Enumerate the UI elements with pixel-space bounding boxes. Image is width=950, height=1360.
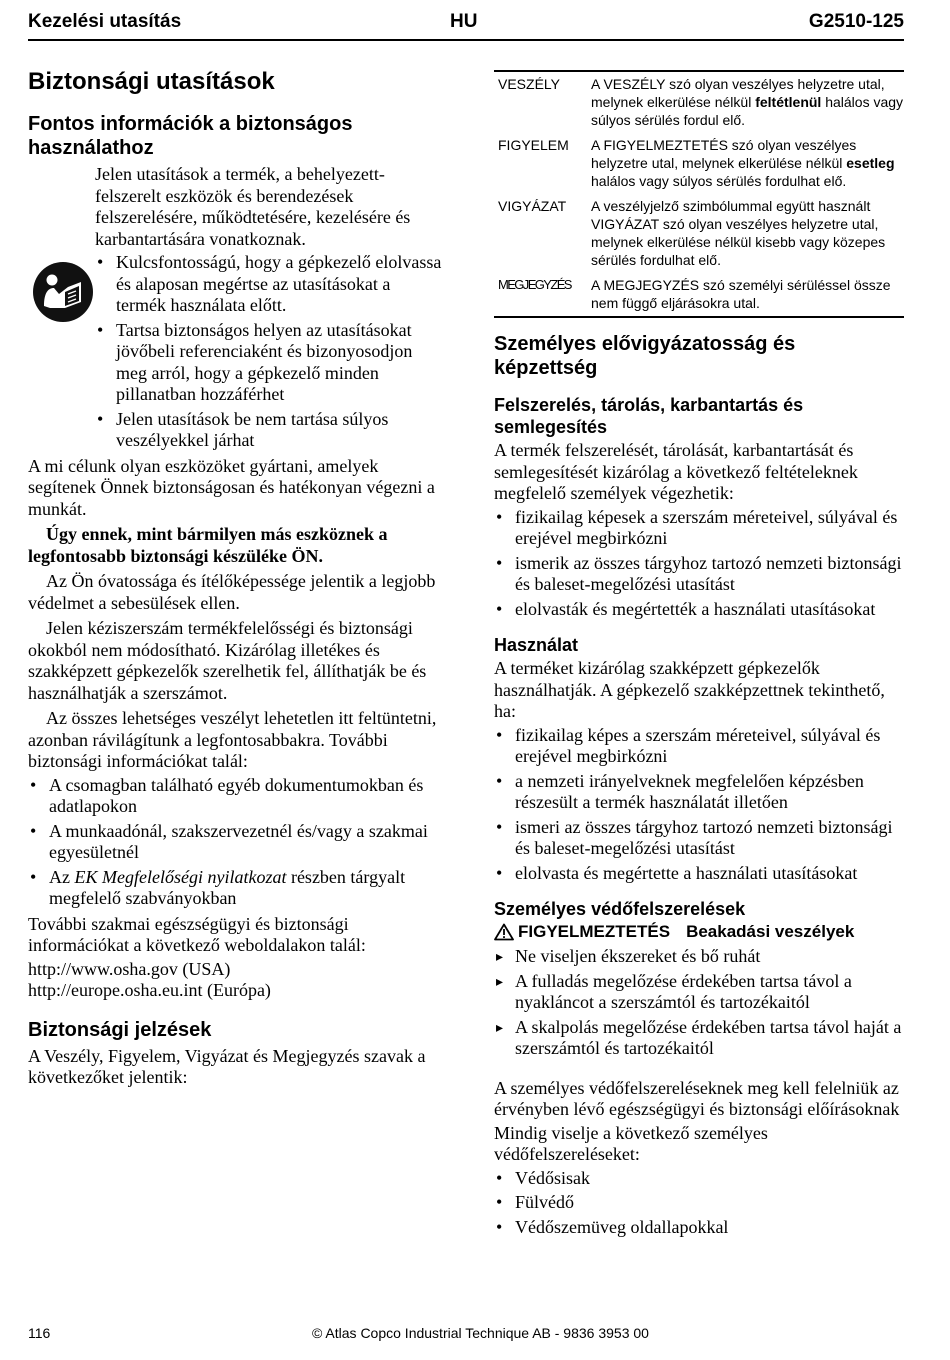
ppe-paragraph-1: A személyes védőfelszereléseknek meg kell felelniük az érvényben lévő egészségügyi és biztonsági előírásoknak — [494, 1077, 900, 1119]
list-item: • A munkaadónál, szakszervezetnél és/vagy a szakmai egyesületnél — [28, 821, 442, 864]
safety-signals-paragraph: A Veszély, Figyelem, Vigyázat és Megjegyzés szavak a következőket jelentik: — [28, 1045, 426, 1087]
list-item: • Fülvédő — [494, 1192, 904, 1214]
list-item: • Jelen utasítások be nem tartása súlyos veszélyekkel járhat — [95, 409, 442, 452]
installation-heading: Felszerelés, tárolás, karbantartás és semlegesítés — [494, 395, 804, 437]
list-item: • fizikailag képesek a szerszám méreteivel, súlyával és erejével megbirkózni — [494, 507, 904, 550]
signal-description: A veszélyjelző szimbólummal együtt használt VIGYÁZAT szó olyan veszélyes helyzetre utal, melynek elkerülése nélkül kisebb vagy közepes sérülés fordulhat elő. — [591, 198, 886, 268]
warning-title: Beakadási veszélyek — [686, 922, 855, 941]
more-info-list — [28, 775, 442, 910]
warning-list — [494, 946, 904, 1060]
signal-description: A MEGJEGYZÉS szó személyi sérüléssel össze nem függő eljárásokra utal. — [591, 277, 891, 311]
intro-paragraph: Jelen utasítások a termék, a behelyezett-felszerelt eszközök és berendezések felszerelésére, működtetésére, kezelésére és karbantartására vonatkoznak. — [95, 164, 411, 249]
table-row — [494, 194, 904, 273]
list-item: • a nemzeti irányelveknek megfelelően képzésben részesült a termék használatát illetően — [494, 771, 904, 814]
warning-label: FIGYELMEZTETÉS — [518, 922, 671, 941]
signal-words-table — [494, 70, 904, 318]
ppe-list — [494, 1168, 904, 1239]
usage-list — [494, 725, 904, 885]
ppe-paragraph-2: Mindig viselje a következő személyes védőfelszereléseket: — [494, 1122, 768, 1164]
list-item: • Kulcsfontosságú, hogy a gépkezelő elolvassa és alaposan megértse az utasításokat a termék használata előtt. — [95, 252, 442, 317]
ppe-heading: Személyes védőfelszerelések — [494, 899, 746, 919]
list-item: ▸ A fulladás megelőzése érdekében tartsa távol a nyakláncot a szerszámtól és tartozékaitól — [494, 971, 904, 1014]
installation-list — [494, 507, 904, 621]
page-header — [28, 11, 904, 41]
header-language: HU — [450, 11, 478, 32]
ek-prefix: Az — [49, 866, 75, 887]
list-item: • Védőszemüveg oldallapokkal — [494, 1217, 904, 1239]
list-item: • elolvasták és megértették a használati utasításokat — [494, 599, 904, 621]
left-column — [28, 62, 442, 1091]
header-model: G2510-125 — [808, 11, 904, 32]
list-item: • Védősisak — [494, 1168, 904, 1190]
list-item: • ismerik az összes tárgyhoz tartozó nemzeti biztonsági és baleset-megelőzési utasítást — [494, 553, 904, 596]
list-item: • Tartsa biztonságos helyen az utasításokat jövőbeli referenciaként és bizonyosodjon meg arról, hogy a gépkezelő minden pillanatban hozzáférhet — [95, 320, 442, 406]
warning-line — [494, 922, 904, 942]
important-info-heading: Fontos információk a biztonságos használathoz — [28, 113, 353, 159]
usage-heading: Használat — [494, 635, 579, 655]
header-manual-title: Kezelési utasítás — [28, 11, 182, 32]
more-info-paragraph: Az összes lehetséges veszélyt lehetetlen itt feltüntetni, azonban rávilágítunk a legfontosabbakra. További biztonsági információkat talál: — [28, 708, 437, 771]
signal-description: A FIGYELMEZTETÉS szó olyan veszélyes helyzetre utal, melynek elkerülése nélkül esetleg halálos vagy súlyos sérülés fordulhat elő. — [591, 137, 895, 189]
signal-term: MEGJEGYZÉS — [498, 277, 571, 292]
list-item — [28, 867, 442, 910]
ek-declaration-ref: EK Megfelelőségi nyilatkozat — [74, 866, 287, 887]
list-item: • A csomagban található egyéb dokumentumokban és adatlapokon — [28, 775, 442, 818]
list-item: • elolvasta és megértette a használati utasításokat — [494, 863, 904, 885]
table-row — [494, 71, 904, 133]
read-manual-icon — [32, 261, 94, 323]
intro-block — [28, 164, 442, 452]
personal-precautions-heading: Személyes elővigyázatosság és képzettség — [494, 333, 796, 379]
table-row — [494, 133, 904, 194]
copyright-text: © Atlas Copco Industrial Technique AB - 9836 3953 00 — [312, 1325, 649, 1341]
intro-list — [95, 252, 442, 452]
right-column — [494, 62, 904, 1242]
page-number: 116 — [28, 1325, 51, 1341]
caution-paragraph: Az Ön óvatossága és ítélőképessége jelentik a legjobb védelmet a sebesülések ellen. — [28, 571, 436, 613]
signal-term: VIGYÁZAT — [498, 198, 567, 214]
table-row — [494, 273, 904, 317]
list-item: ▸ A skalpolás megelőzése érdekében tartsa távol haját a szerszámtól és tartozékaitól — [494, 1017, 904, 1060]
web-info-paragraph: További szakmai egészségügyi és biztonsági információkat a következő weboldalakon talál: — [28, 913, 366, 955]
osha-usa-link[interactable]: http://www.osha.gov (USA) — [28, 958, 231, 979]
goal-paragraph: A mi célunk olyan eszközöket gyártani, amelyek segítenek Önnek biztonságosan és hatékonyan végezni a munkát. — [28, 455, 435, 519]
signal-term: VESZÉLY — [498, 76, 560, 92]
safety-signals-heading: Biztonsági jelzések — [28, 1018, 212, 1041]
bold-statement: Úgy ennek, mint bármilyen más eszköznek a legfontosabb biztonsági készüléke ÖN. — [28, 524, 388, 566]
ek-suffix: részben tárgyalt megfelelő szabványokban — [49, 866, 406, 908]
section-title: Biztonsági utasítások — [28, 68, 275, 95]
list-item: ▸ Ne viseljen ékszereket és bő ruhát — [494, 946, 904, 968]
warning-triangle-icon — [494, 923, 514, 941]
signal-term: FIGYELEM — [498, 137, 569, 153]
osha-europe-link[interactable]: http://europe.osha.eu.int (Európa) — [28, 980, 271, 1000]
usage-paragraph: A terméket kizárólag szakképzett gépkezelők használhatják. A gépkezelő szakképzettnek tekinthető, ha: — [494, 658, 885, 721]
list-item: • fizikailag képes a szerszám méreteivel, súlyával és erejével megbirkózni — [494, 725, 904, 768]
installation-paragraph: A termék felszerelését, tárolását, karbantartását és semlegesítését kizárólag a következő feltételeknek megfelelő személyek végezhetik: — [494, 440, 858, 503]
list-item: • ismeri az összes tárgyhoz tartozó nemzeti biztonsági és baleset-megelőzési utasítást — [494, 817, 904, 860]
liability-paragraph: Jelen kéziszerszám termékfelelősségi és biztonsági okokból nem módosítható. Kizárólag illetékes és szakképzett gépkezelők szerelhetik fel, állíthatják be és használhatják a szerszámot. — [28, 618, 427, 703]
signal-description: A VESZÉLY szó olyan veszélyes helyzetre utal, melynek elkerülése nélkül feltétlenül halálos vagy súlyos sérülés fordul elő. — [591, 76, 904, 128]
